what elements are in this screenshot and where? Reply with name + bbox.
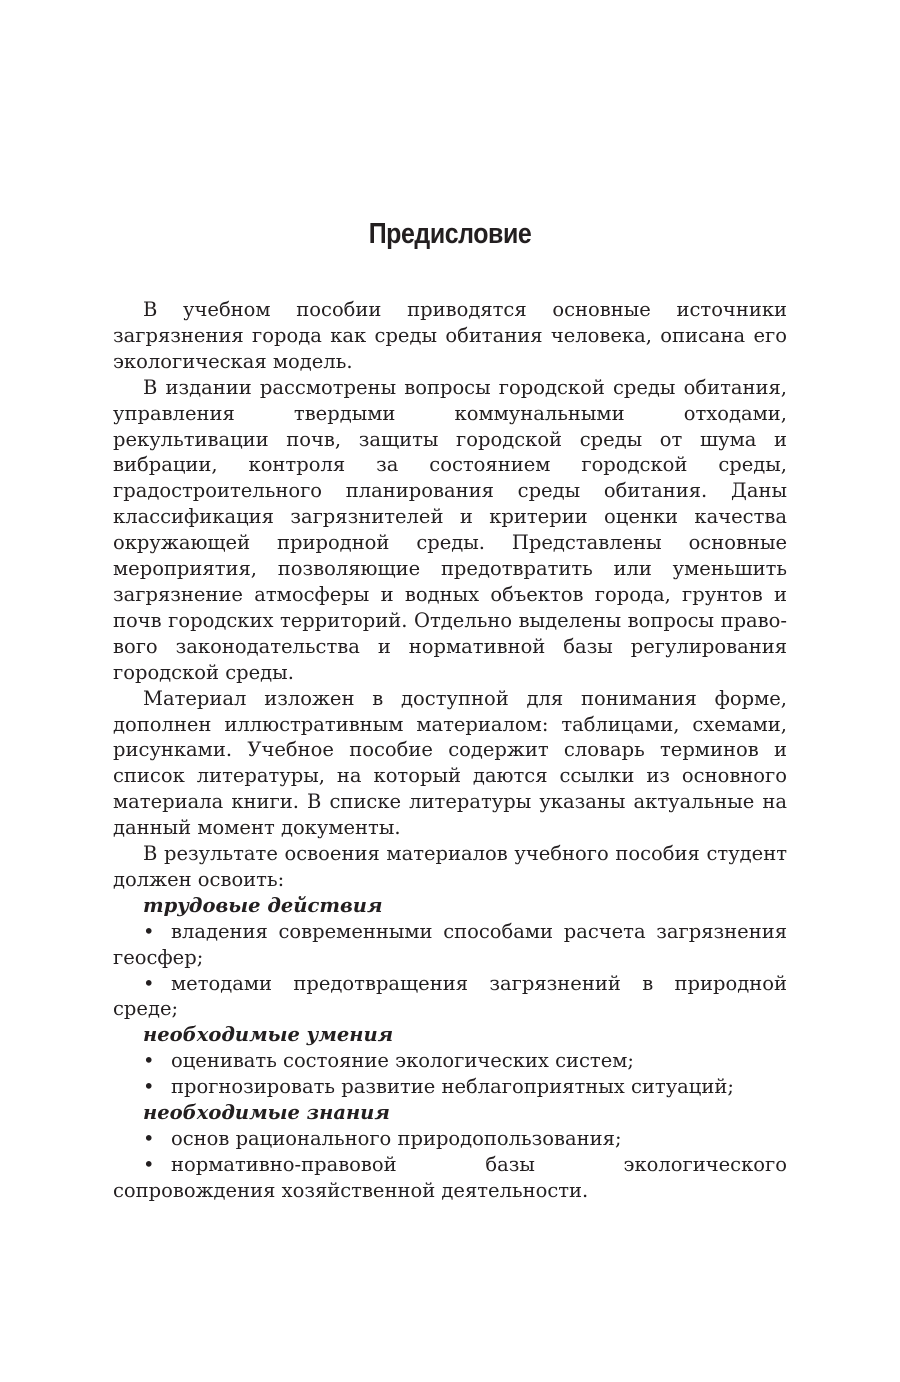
bullet-icon: • [143, 919, 155, 943]
paragraph-intro: В учебном пособии приводятся основные источники загрязнения города как среды обитания человека, описана его экологическая модель. [113, 298, 787, 373]
list-item [113, 1048, 787, 1074]
bullet-icon: • [143, 1049, 155, 1073]
list-item-text: владения современными способами расчета загрязнения геосфер; [113, 919, 787, 969]
heading-labor-actions: трудовые действия [143, 893, 383, 917]
list-item-text: прогнозировать развитие неблагоприятных ситуаций; [171, 1075, 734, 1099]
paragraph-outcomes: В результате освоения материалов учебного пособия студент должен освоить: [113, 842, 787, 891]
list-item [113, 1126, 787, 1152]
paragraph-materials: Материал изложен в доступной для понимания форме, дополнен иллюстративным материалом: таблицами, схемами, рисунками. Учебное пособие содержит словарь терминов и список литературы, на который даются ссылки из основного материала книги. В списке литературы указаны актуальные на данный момент документы. [113, 686, 787, 840]
list-item [113, 919, 787, 971]
list-item [113, 1074, 787, 1100]
list-item-text: нормативно-правовой базы экологического сопровождения хозяйственной деятельности. [113, 1152, 787, 1202]
list-item-text: основ рационального природопользования; [171, 1127, 622, 1150]
bullet-icon: • [143, 1075, 155, 1099]
bullet-icon: • [143, 1152, 155, 1176]
bullet-icon: • [143, 971, 155, 995]
list-item-text: методами предотвращения загрязнений в природной среде; [113, 971, 787, 1021]
heading-required-skills: необходимые умения [143, 1023, 394, 1047]
list-item [113, 971, 787, 1023]
preface-body [113, 297, 787, 1204]
heading-required-knowledge: необходимые знания [143, 1101, 390, 1125]
page-title: Предисловие [368, 218, 532, 250]
list-item [113, 1152, 787, 1204]
bullet-icon: • [143, 1127, 155, 1150]
paragraph-contents: В издании рассмотрены вопросы городской среды обитания, управления твердыми коммунальными отходами, рекультивации почв, защиты городской среды от шума и вибрации, контроля за состоянием городской среды, градостроительного планирования среды обитания. Даны классификация загрязнителей и критерии оценки качества окружающей природной среды. Представлены основные мероприятия, позволяющие предотвратить или уменьшить загрязнение атмосферы и водных объектов города, грунтов и почв городских территорий. Отдельно выделены вопросы правового законодательства и нормативной базы регулирования городской среды. [113, 375, 787, 684]
list-item-text: оценивать состояние экологических систем; [171, 1049, 634, 1073]
